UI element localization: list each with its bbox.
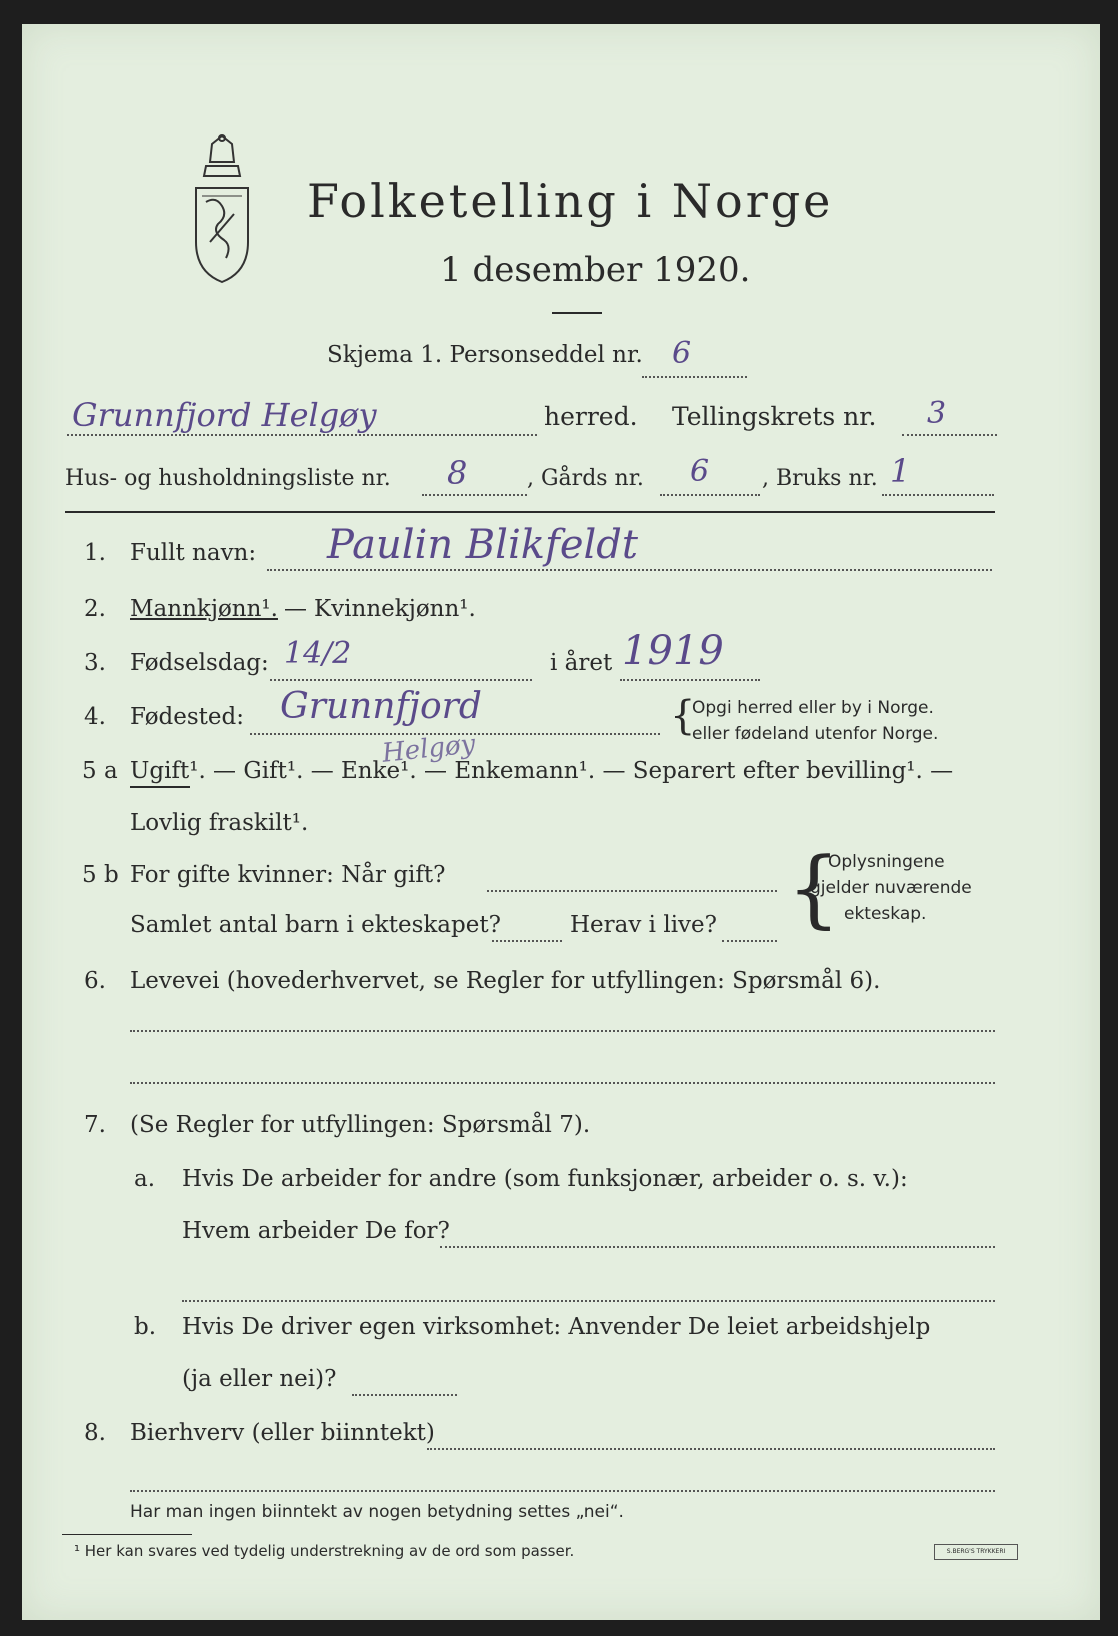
q7-number: 7.	[84, 1112, 106, 1138]
q1-label: Fullt navn:	[130, 540, 257, 566]
skjema-value: 6	[672, 336, 692, 371]
skjema-label: Skjema 1. Personseddel nr.	[327, 342, 643, 368]
q4-note-2: eller fødeland utenfor Norge.	[692, 724, 939, 744]
herred-field[interactable]	[67, 434, 537, 436]
birthdate-field[interactable]	[270, 679, 532, 681]
printer-mark: S.BERG'S TRYKKERI	[934, 1544, 1018, 1560]
tellingskrets-label: Tellingskrets nr.	[672, 402, 877, 431]
herred-label: herred.	[544, 402, 638, 431]
skjema-field[interactable]	[642, 376, 747, 378]
q5b-note-3: ekteskap.	[844, 904, 927, 924]
hus-label: Hus- og husholdningsliste nr.	[65, 466, 391, 491]
q8-note: Har man ingen biinntekt av nogen betydning settes „nei“.	[130, 1502, 624, 1522]
q7b-line-2: (ja eller nei)?	[182, 1366, 337, 1392]
full-name-value: Paulin Blikfeldt	[327, 522, 638, 568]
q8-number: 8.	[84, 1420, 106, 1446]
q7b-line-1: Hvis De driver egen virksomhet: Anvender De leiet arbeidshjelp	[182, 1314, 931, 1340]
q7-label: (Se Regler for utfyllingen: Spørsmål 7).	[130, 1112, 591, 1138]
bruks-label: , Bruks nr.	[762, 466, 878, 491]
ugift-underline	[130, 786, 190, 788]
married-when-label: For gifte kvinner: Når gift?	[130, 862, 446, 888]
children-alive-label: Herav i live?	[570, 912, 717, 938]
children-alive-field[interactable]	[722, 940, 777, 942]
q7a-line-2: Hvem arbeider De for?	[182, 1218, 450, 1244]
year-field[interactable]	[620, 679, 760, 681]
herred-value: Grunnfjord Helgøy	[72, 396, 377, 434]
q5b-note-2: gjelder nuværende	[810, 878, 972, 898]
married-when-field[interactable]	[487, 890, 777, 892]
occupation-field-2[interactable]	[130, 1082, 995, 1084]
title-divider	[552, 312, 602, 314]
side-income-field[interactable]	[427, 1448, 995, 1450]
q5b-brace: {	[787, 839, 841, 937]
children-total-field[interactable]	[492, 940, 562, 942]
gards-label: , Gårds nr.	[527, 466, 644, 491]
birthplace-value-2: Helgøy	[380, 729, 477, 769]
tellingskrets-field[interactable]	[902, 434, 997, 436]
employer-field[interactable]	[440, 1246, 995, 1248]
census-form	[22, 24, 1100, 1620]
q7a-number: a.	[134, 1166, 156, 1192]
q6-label: Levevei (hovederhvervet, se Regler for utfyllingen: Spørsmål 6).	[130, 968, 881, 994]
q3-label: Fødselsdag:	[130, 650, 269, 676]
marital-status-options-2[interactable]: Lovlig fraskilt¹.	[130, 810, 309, 836]
children-total-label: Samlet antal barn i ekteskapet?	[130, 912, 501, 938]
footnote: ¹ Her kan svares ved tydelig understrekning av de ord som passer.	[74, 1542, 575, 1560]
q2-separator: —	[284, 596, 307, 622]
header-rule	[65, 511, 995, 513]
form-title: Folketelling i Norge	[307, 174, 834, 228]
tellingskrets-value: 3	[927, 396, 947, 431]
side-income-field-2[interactable]	[130, 1490, 995, 1492]
q4-number: 4.	[84, 704, 106, 730]
q5a-number: 5 a	[82, 758, 118, 784]
form-date: 1 desember 1920.	[440, 250, 751, 290]
hus-value: 8	[447, 454, 468, 492]
q1-number: 1.	[84, 540, 106, 566]
q3-number: 3.	[84, 650, 106, 676]
birthplace-value: Grunnfjord	[280, 686, 482, 727]
q4-note-1: Opgi herred eller by i Norge.	[692, 698, 934, 718]
bruks-field[interactable]	[882, 494, 994, 496]
norwegian-coat-of-arms-icon	[182, 132, 262, 287]
female-option[interactable]: Kvinnekjønn¹.	[314, 596, 476, 622]
bruks-value: 1	[890, 452, 911, 490]
q7a-line-1: Hvis De arbeider for andre (som funksjonær, arbeider o. s. v.):	[182, 1166, 908, 1192]
q5b-note-1: Oplysningene	[828, 852, 945, 872]
gards-field[interactable]	[660, 494, 760, 496]
full-name-field[interactable]	[267, 569, 992, 571]
hired-help-field[interactable]	[352, 1394, 457, 1396]
birthdate-value: 14/2	[284, 636, 352, 671]
q4-label: Fødested:	[130, 704, 245, 730]
male-option[interactable]: Mannkjønn¹.	[130, 596, 278, 622]
q4-brace: {	[670, 693, 696, 739]
q2-number: 2.	[84, 596, 106, 622]
marital-status-options[interactable]: Ugift¹. — Gift¹. — Enke¹. — Enkemann¹. — Separert efter bevilling¹. —	[130, 758, 954, 784]
q7b-number: b.	[134, 1314, 157, 1340]
gards-value: 6	[690, 454, 710, 489]
occupation-field-1[interactable]	[130, 1030, 995, 1032]
footnote-rule	[62, 1534, 192, 1535]
q6-number: 6.	[84, 968, 106, 994]
q8-label: Bierhverv (eller biinntekt)	[130, 1420, 435, 1446]
year-value: 1919	[622, 628, 724, 674]
q5b-number: 5 b	[82, 862, 119, 888]
hus-field[interactable]	[422, 494, 527, 496]
employer-field-2[interactable]	[182, 1300, 995, 1302]
year-label: i året	[550, 650, 613, 676]
